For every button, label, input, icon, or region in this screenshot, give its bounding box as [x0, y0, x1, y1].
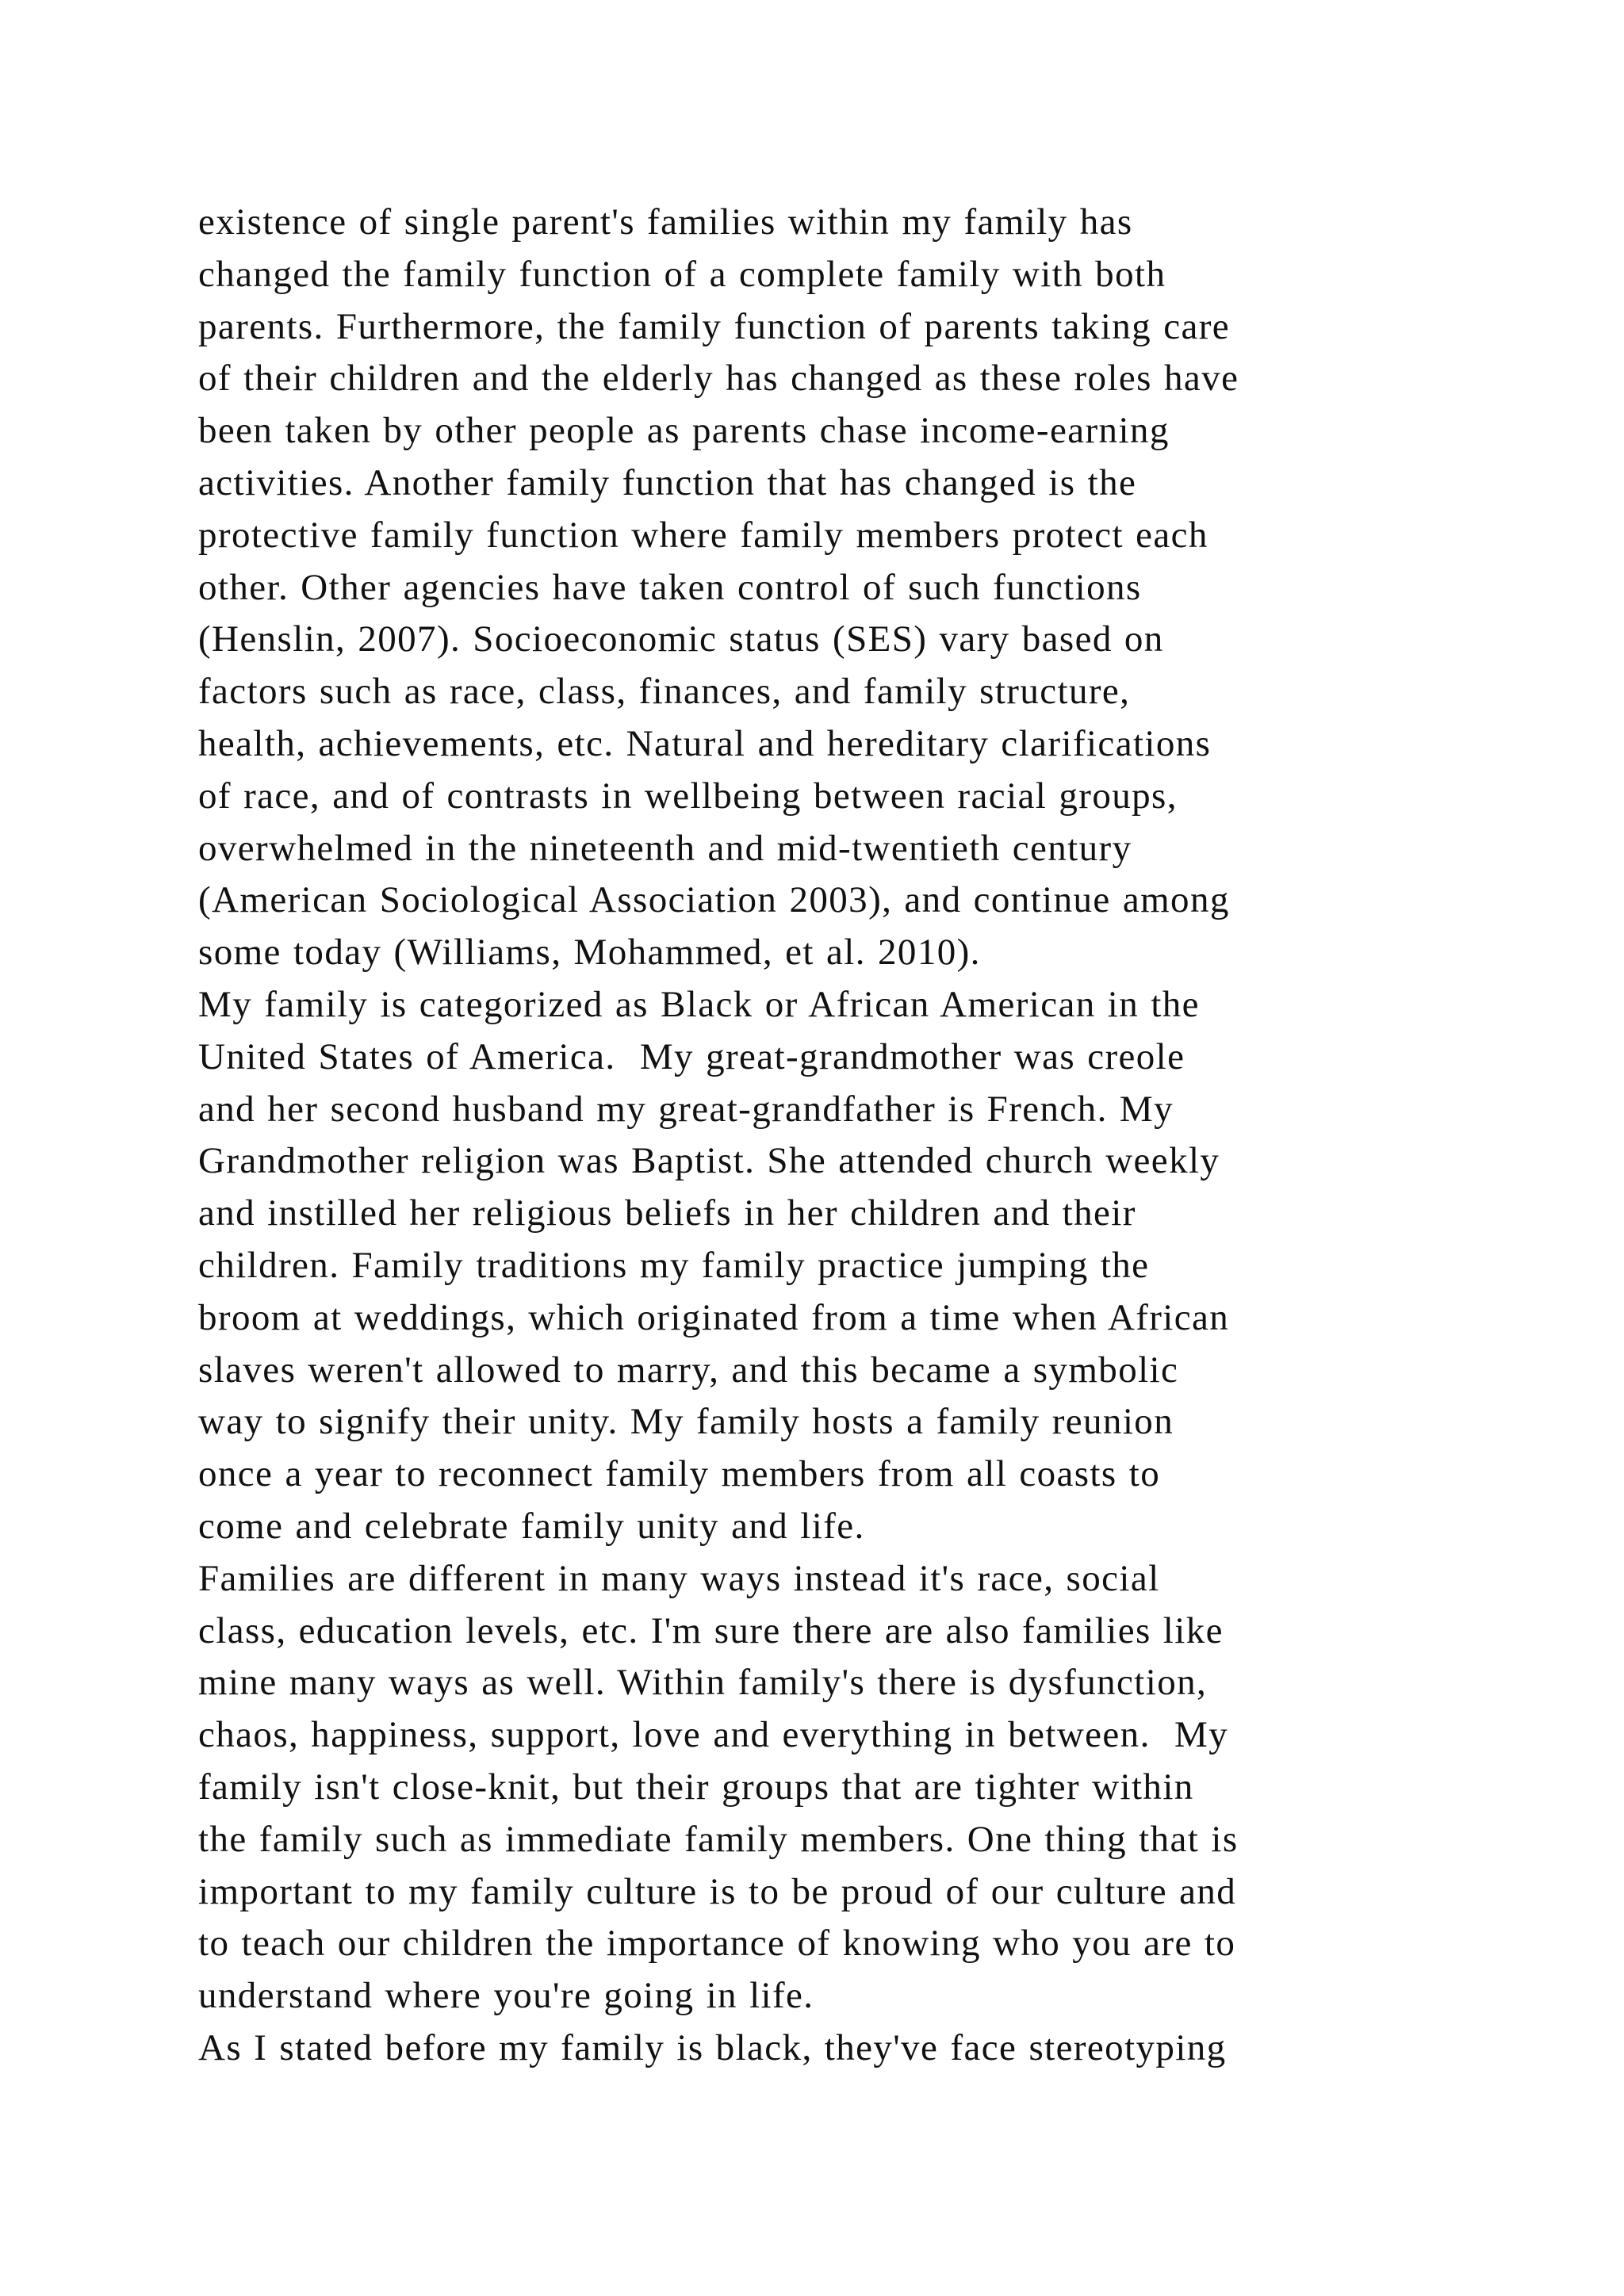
- text-line: come and celebrate family unity and life.: [198, 1505, 865, 1547]
- text-line: Grandmother religion was Baptist. She attended church weekly: [198, 1140, 1220, 1182]
- text-line: parents. Furthermore, the family function of parents taking care: [198, 305, 1231, 347]
- text-line: to teach our children the importance of knowing who you are to: [198, 1923, 1236, 1965]
- text-line: broom at weddings, which originated from a time when African: [198, 1296, 1230, 1338]
- text-line: slaves weren't allowed to marry, and this became a symbolic: [198, 1349, 1179, 1391]
- text-line: Families are different in many ways instead it's race, social: [198, 1557, 1160, 1599]
- text-line: factors such as race, class, finances, and family structure,: [198, 671, 1131, 713]
- text-line: once a year to reconnect family members from all coasts to: [198, 1453, 1161, 1495]
- text-line: activities. Another family function that has changed is the: [198, 461, 1137, 503]
- text-line: As I stated before my family is black, they've face stereotyping: [198, 2026, 1227, 2068]
- text-line: overwhelmed in the nineteenth and mid-twentieth century: [198, 827, 1132, 869]
- text-line: family isn't close-knit, but their groups that are tighter within: [198, 1766, 1194, 1808]
- text-line: understand where you're going in life.: [198, 1975, 814, 2017]
- text-line: class, education levels, etc. I'm sure there are also families like: [198, 1609, 1224, 1651]
- document-body-text: [198, 197, 1499, 2075]
- text-line: (American Sociological Association 2003), and continue among: [198, 879, 1230, 921]
- text-line: and instilled her religious beliefs in her children and their: [198, 1192, 1136, 1234]
- text-line: of their children and the elderly has changed as these roles have: [198, 358, 1239, 400]
- text-line: protective family function where family members protect each: [198, 514, 1208, 556]
- text-line: My family is categorized as Black or African American in the: [198, 983, 1200, 1025]
- text-line: mine many ways as well. Within family's there is dysfunction,: [198, 1662, 1208, 1704]
- text-line: chaos, happiness, support, love and everything in between. My: [198, 1714, 1229, 1756]
- text-line: changed the family function of a complete family with both: [198, 253, 1166, 295]
- text-line: health, achievements, etc. Natural and hereditary clarifications: [198, 722, 1212, 764]
- text-line: other. Other agencies have taken control of such functions: [198, 566, 1142, 608]
- text-line: children. Family traditions my family practice jumping the: [198, 1244, 1150, 1286]
- text-line: (Henslin, 2007). Socioeconomic status (SES) vary based on: [198, 618, 1164, 660]
- text-line: of race, and of contrasts in wellbeing between racial groups,: [198, 775, 1178, 817]
- text-line: been taken by other people as parents chase income-earning: [198, 410, 1170, 452]
- text-line: the family such as immediate family members. One thing that is: [198, 1818, 1239, 1860]
- text-line: United States of America. My great-grandmother was creole: [198, 1035, 1185, 1077]
- text-line: important to my family culture is to be proud of our culture and: [198, 1870, 1237, 1912]
- text-line: and her second husband my great-grandfather is French. My: [198, 1088, 1174, 1130]
- text-line: some today (Williams, Mohammed, et al. 2010).: [198, 932, 981, 974]
- text-line: existence of single parent's families within my family has: [198, 201, 1133, 243]
- text-line: way to signify their unity. My family hosts a family reunion: [198, 1401, 1174, 1443]
